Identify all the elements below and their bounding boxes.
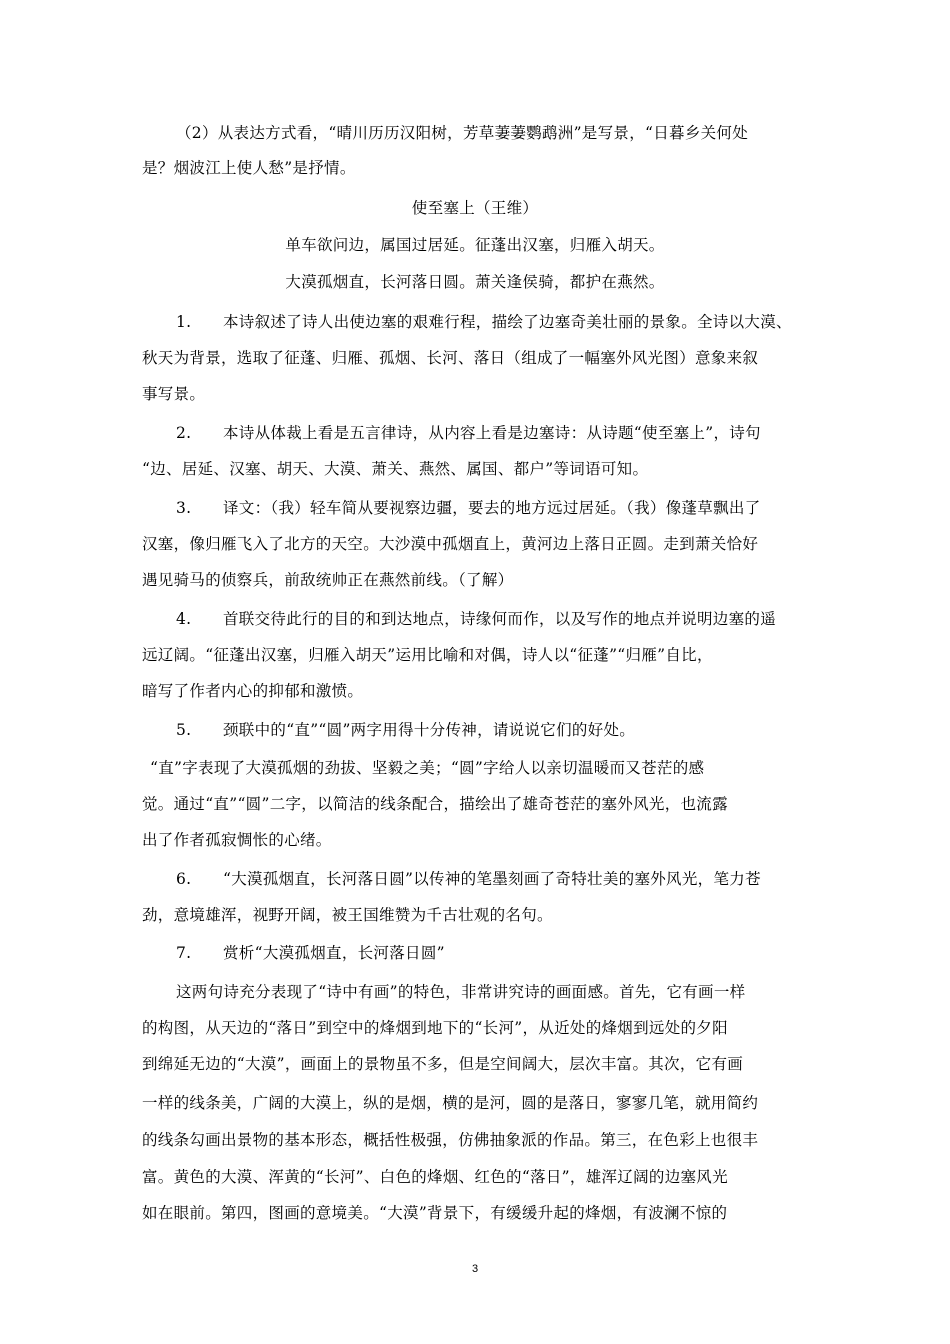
item-7-answer-line-1: 这两句诗充分表现了“诗中有画”的特色，非常讲究诗的画面感。首先，它有画一样 <box>176 983 746 1001</box>
intro-line-1: （2）从表达方式看，“晴川历历汉阳树，芳草萋萋鹦鹉洲”是写景，“日暮乡关何处 <box>176 124 749 142</box>
item-7-answer-line-2: 的构图，从天边的“落日”到空中的烽烟到地下的“长河”，从近处的烽烟到远处的夕阳 <box>142 1019 728 1037</box>
item-7-answer-line-5: 的线条勾画出景物的基本形态，概括性极强，仿佛抽象派的作品。第三，在色彩上也很丰 <box>142 1131 759 1149</box>
page-number: 3 <box>471 1263 479 1275</box>
item-1-line-3: 事写景。 <box>142 385 206 403</box>
item-5-question: 5. 颈联中的“直”“圆”两字用得十分传神，请说说它们的好处。 <box>176 721 636 739</box>
item-7-answer-line-4: 一样的线条美，广阔的大漠上，纵的是烟，横的是河，圆的是落日，寥寥几笔，就用简约 <box>142 1094 759 1112</box>
item-2-line-1: 2. 本诗从体裁上看是五言律诗，从内容上看是边塞诗：从诗题“使至塞上”，诗句 <box>176 424 761 442</box>
item-1-line-2: 秋天为背景，选取了征蓬、归雁、孤烟、长河、落日（组成了一幅塞外风光图）意象来叙 <box>142 349 759 367</box>
item-5-answer-line-3: 出了作者孤寂惆怅的心绪。 <box>142 831 332 849</box>
item-5-answer-line-2: 觉。通过“直”“圆”二字，以简洁的线条配合，描绘出了雄奇苍茫的塞外风光，也流露 <box>142 795 728 813</box>
item-1-line-1: 1. 本诗叙述了诗人出使边塞的艰难行程，描绘了边塞奇美壮丽的景象。全诗以大漠、 <box>176 313 792 331</box>
item-3-line-1: 3. 译文：（我）轻车简从要视察边疆，要去的地方远过居延。（我）像蓬草飘出了 <box>176 499 761 517</box>
intro-line-2: 是？烟波江上使人愁”是抒情。 <box>142 159 356 177</box>
item-3-line-2: 汉塞，像归雁飞入了北方的天空。大沙漠中孤烟直上，黄河边上落日正圆。走到萧关恰好 <box>142 535 759 553</box>
item-7-answer-line-7: 如在眼前。第四，图画的意境美。“大漠”背景下，有缓缓升起的烽烟，有波澜不惊的 <box>142 1204 728 1222</box>
item-6-line-2: 劲，意境雄浑，视野开阔，被王国维赞为千古壮观的名句。 <box>142 906 553 924</box>
item-7-question: 7. 赏析“大漠孤烟直，长河落日圆” <box>176 944 445 962</box>
item-7-answer-line-6: 富。黄色的大漠、浑黄的“长河”、白色的烽烟、红色的“落日”，雄浑辽阔的边塞风光 <box>142 1168 728 1186</box>
item-4-line-1: 4. 首联交待此行的目的和到达地点，诗缘何而作，以及写作的地点并说明边塞的遥 <box>176 610 776 628</box>
poem-line-2: 大漠孤烟直，长河落日圆。萧关逢侯骑，都护在燕然。 <box>285 273 665 291</box>
item-6-line-1: 6. “大漠孤烟直，长河落日圆”以传神的笔墨刻画了奇特壮美的塞外风光，笔力苍 <box>176 870 761 888</box>
poem-line-1: 单车欲问边，属国过居延。征蓬出汉塞，归雁入胡天。 <box>285 236 665 254</box>
item-4-line-3: 暗写了作者内心的抑郁和激愤。 <box>142 682 364 700</box>
item-3-line-3: 遇见骑马的侦察兵，前敌统帅正在燕然前线。（了解） <box>142 571 514 589</box>
item-7-answer-line-3: 到绵延无边的“大漠”，画面上的景物虽不多，但是空间阔大，层次丰富。其次，它有画 <box>142 1055 744 1073</box>
poem-title: 使至塞上（王维） <box>411 199 539 217</box>
item-4-line-2: 远辽阔。“征蓬出汉塞，归雁入胡天”运用比喻和对偶，诗人以“征蓬”“归雁”自比， <box>142 646 713 664</box>
item-2-line-2: “边、居延、汉塞、胡天、大漠、萧关、燕然、属国、都户”等词语可知。 <box>142 460 649 478</box>
item-5-answer-line-1: “直”字表现了大漠孤烟的劲拔、坚毅之美；“圆”字给人以亲切温暖而又苍茫的感 <box>150 759 705 777</box>
